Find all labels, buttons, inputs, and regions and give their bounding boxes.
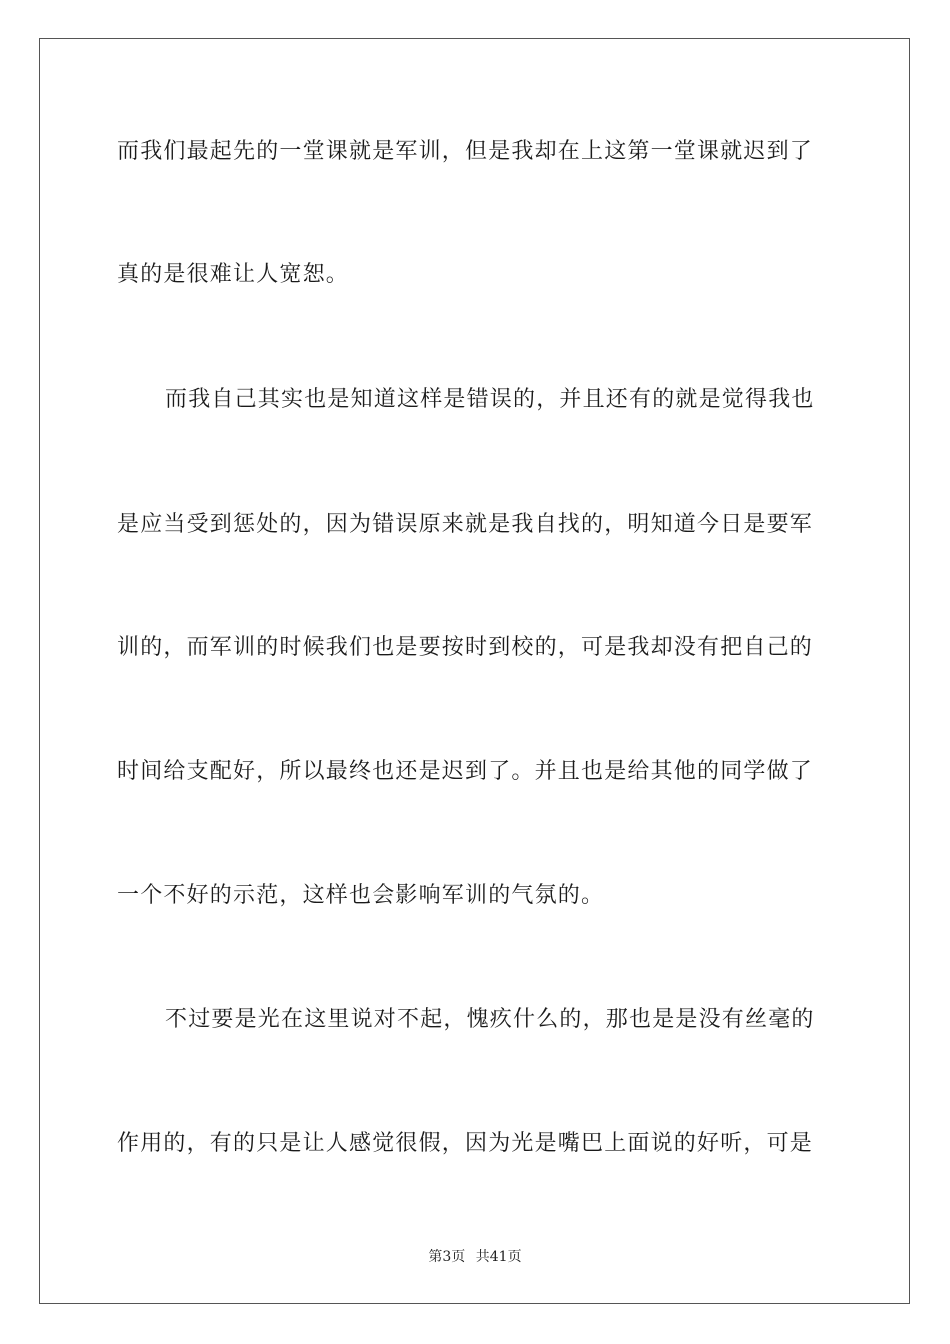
- body-text-line: 训的，而军训的时候我们也是要按时到校的，可是我却没有把自己的: [117, 635, 814, 660]
- body-text-line: 作用的，有的只是让人感觉很假，因为光是嘴巴上面说的好听，可是: [117, 1131, 814, 1156]
- body-text-line: 一个不好的示范，这样也会影响军训的气氛的。: [117, 883, 605, 908]
- body-text-line: 而我们最起先的一堂课就是军训，但是我却在上这第一堂课就迟到了: [117, 139, 814, 164]
- page-number: 第3页: [428, 1249, 466, 1265]
- paragraph-first-line: 不过要是光在这里说对不起，愧疚什么的，那也是是没有丝毫的: [165, 1007, 815, 1032]
- body-text-line: 真的是很难让人宽恕。: [117, 262, 350, 287]
- body-text-line: 时间给支配好，所以最终也还是迟到了。并且也是给其他的同学做了: [117, 759, 814, 784]
- page-footer: [0, 1246, 950, 1266]
- total-pages: 共41页: [475, 1249, 522, 1265]
- paragraph-first-line: 而我自己其实也是知道这样是错误的，并且还有的就是觉得我也: [165, 387, 815, 412]
- body-text-line: 是应当受到惩处的，因为错误原来就是我自找的，明知道今日是要军: [117, 512, 814, 537]
- page-border: [39, 38, 910, 1304]
